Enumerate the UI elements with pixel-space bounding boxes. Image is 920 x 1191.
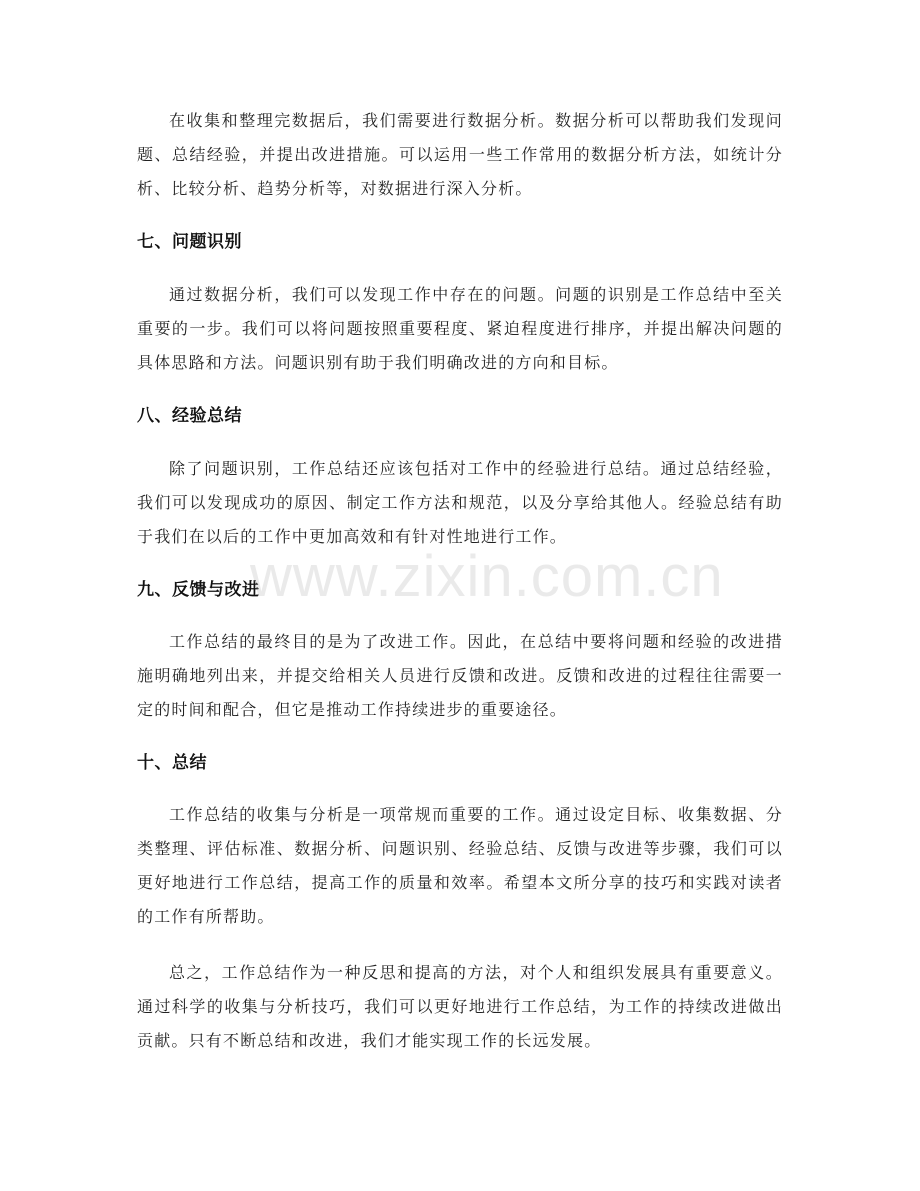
paragraph-data-analysis — [137, 104, 783, 206]
heading-text: 七、问题识别 — [137, 232, 242, 252]
paragraph-text: 通过数据分析，我们可以发现工作中存在的问题。问题的识别是工作总结中至关重要的一步。我们可以将问题按照重要程度、紧迫程度进行排序，并提出解决问题的具体思路和方法。问题识别有助于我们明确改进的方向和目标。 — [137, 285, 783, 372]
paragraph-text: 工作总结的收集与分析是一项常规而重要的工作。通过设定目标、收集数据、分类整理、评估标准、数据分析、问题识别、经验总结、反馈与改进等步骤，我们可以更好地进行工作总结，提高工作的质量和效率。希望本文所分享的技巧和实践对读者的工作有所帮助。 — [137, 805, 783, 926]
paragraph-text: 在收集和整理完数据后，我们需要进行数据分析。数据分析可以帮助我们发现问题、总结经验，并提出改进措施。可以运用一些工作常用的数据分析方法，如统计分析、比较分析、趋势分析等，对数据进行深入分析。 — [137, 111, 783, 198]
paragraph-summary — [137, 798, 783, 934]
heading-text: 十、总结 — [137, 753, 207, 773]
paragraph-feedback-improvement — [137, 625, 783, 727]
paragraph-text: 工作总结的最终目的是为了改进工作。因此，在总结中要将问题和经验的改进措施明确地列出来，并提交给相关人员进行反馈和改进。反馈和改进的过程往往需要一定的时间和配合，但它是推动工作持续进步的重要途径。 — [137, 632, 783, 719]
paragraph-problem-identification — [137, 278, 783, 380]
section-heading-feedback-improvement — [137, 575, 783, 605]
section-heading-experience-summary — [137, 401, 783, 431]
heading-text: 八、经验总结 — [137, 406, 242, 426]
paragraph-text: 除了问题识别，工作总结还应该包括对工作中的经验进行总结。通过总结经验，我们可以发现成功的原因、制定工作方法和规范，以及分享给其他人。经验总结有助于我们在以后的工作中更加高效和有针对性地进行工作。 — [137, 459, 783, 546]
paragraph-experience-summary — [137, 452, 783, 554]
section-heading-problem-identification — [137, 227, 783, 257]
paragraph-text: 总之，工作总结作为一种反思和提高的方法，对个人和组织发展具有重要意义。通过科学的收集与分析技巧，我们可以更好地进行工作总结，为工作的持续改进做出贡献。只有不断总结和改进，我们才能实现工作的长远发展。 — [137, 963, 783, 1050]
section-heading-summary — [137, 748, 783, 778]
watermark: www.zixin.com.cn — [250, 544, 724, 609]
heading-text: 九、反馈与改进 — [137, 580, 260, 600]
paragraph-conclusion — [137, 956, 783, 1058]
